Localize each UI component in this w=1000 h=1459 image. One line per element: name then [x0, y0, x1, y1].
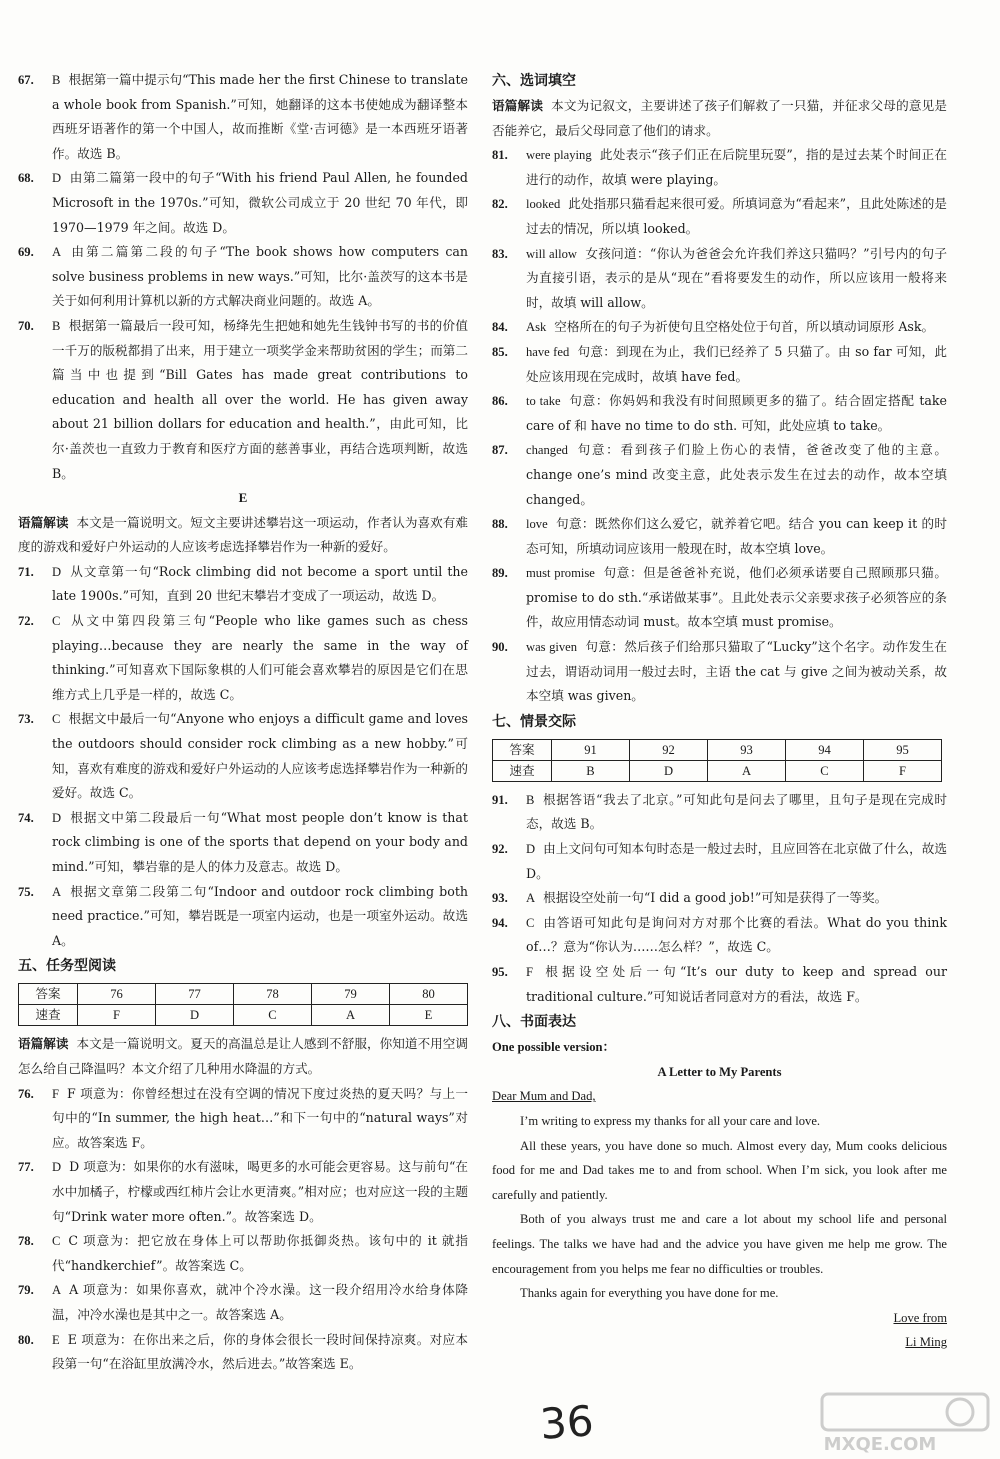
reading-6-text: 本文为记叙文，主要讲述了孩子们解救了一只猫，并征求父母的意见是否能养它，最后父母同意了他们的请求。 — [492, 98, 948, 138]
question-number: 77. — [18, 1160, 34, 1175]
question-number: 67. — [18, 73, 34, 87]
question-number: 94. — [492, 915, 508, 930]
answer-item — [18, 806, 468, 880]
answer-table-7 — [492, 739, 942, 782]
table-cell: D — [630, 760, 708, 781]
answer-key: changed — [526, 443, 568, 458]
letter-greeting: Dear Mum and Dad, — [492, 1089, 596, 1104]
answer-item — [18, 1229, 468, 1278]
explanation-text: 根据文中最后一句“Anyone who enjoys a difficult game and loves the outdoors should consider rock climbing as a new hobby.”可知，喜欢有难度的游戏和爱好户外运动的人应该考虑选择攀岩作为一种新的爱好。故选 C。 — [52, 711, 468, 801]
answer-key: E — [52, 1332, 60, 1347]
letter-closing: Love from — [893, 1310, 947, 1325]
answer-item — [492, 315, 947, 340]
explanation-text: 句意：你妈妈和我没有时间照顾更多的猫了。结合固定搭配 take care of 和 have no time to do sth. 可知，此处应填 to take。 — [526, 393, 947, 433]
question-number: 71. — [18, 564, 34, 579]
table-cell: 95 — [864, 739, 942, 760]
answer-item — [492, 242, 947, 316]
answer-item — [492, 837, 947, 886]
answer-item — [492, 561, 947, 635]
section6-title: 六、选词填空 — [492, 73, 576, 89]
answer-key: D — [526, 842, 536, 857]
answer-key: B — [52, 73, 61, 87]
table-header-cell: 答案 — [493, 739, 552, 760]
answer-item — [492, 389, 947, 438]
question-number: 83. — [492, 246, 508, 261]
table-cell: 91 — [552, 739, 630, 760]
section5-title: 五、任务型阅读 — [18, 958, 116, 975]
explanation-text: 句意：然后孩子们给那只猫取了“Lucky”这个名字。动作发生在过去，谓语动词用一般过去时，主语 the cat 与 give 之间为被动关系，故本空填 was given。 — [526, 639, 947, 704]
question-number: 75. — [18, 884, 34, 899]
answer-key: Ask — [526, 320, 547, 335]
question-number: 79. — [18, 1283, 34, 1298]
reading-6-intro — [492, 94, 947, 143]
table-cell: B — [552, 760, 630, 781]
answer-item — [18, 314, 468, 486]
letter-paragraph-4: Thanks again for everything you have done for me. — [520, 1286, 779, 1301]
answer-item — [492, 788, 947, 837]
question-number: 87. — [492, 443, 508, 458]
table-cell: A — [312, 1005, 390, 1026]
explanation-text: 根据设空处后一句“It’s our duty to keep and spread our traditional culture.”可知说话者同意对方的看法，故选 F。 — [526, 964, 947, 1004]
explanation-text: 根据答语“我去了北京。”可知此句是问去了哪里，且句子是现在完成时态，故选 B。 — [526, 791, 947, 832]
explanation-text: 此处表示“孩子们正在后院里玩耍”，指的是过去某个时间正在进行的动作，故填 were playing。 — [526, 147, 947, 187]
explanation-text: 句意：到现在为止，我们已经养了 5 只猫了。由 so far 可知，此处应该用现在完成时，故填 have fed。 — [526, 343, 947, 384]
answer-item — [492, 886, 947, 911]
watermark-logo — [820, 1392, 990, 1454]
question-number: 70. — [18, 318, 34, 333]
question-number: 76. — [18, 1086, 34, 1101]
answer-key: A — [52, 245, 62, 260]
letter-paragraph-1: I’m writing to express my thanks for all your care and love. — [520, 1113, 821, 1128]
question-number: 82. — [492, 197, 508, 212]
reading-e-intro — [18, 511, 468, 560]
answer-key: D — [52, 171, 62, 186]
explanation-text: 由第二篇第一段中的句子“With his friend Paul Allen, he founded Microsoft in the 1970s.”可知，微软公司成立于 20 世纪 70 年代，即 1970—1979 年之间。故选 D。 — [52, 170, 468, 235]
answer-item — [492, 143, 947, 192]
reading-6-label: 语篇解读 — [492, 98, 544, 113]
explanation-text: 从文章第一句“Rock climbing did not become a sport until the late 1900s.”可知，直到 20 世纪末攀岩才变成了一项运动，故选 D。 — [52, 563, 468, 604]
table-cell: 94 — [786, 739, 864, 760]
letter-paragraph-3: Both of you always trust me and care a lot about my school life and personal feelings. The talks we have had and the advice you have given me help me grow. The encouragement from you helps me fear no difficulties or troubles. — [492, 1212, 947, 1276]
answer-item — [18, 609, 468, 707]
section7-title: 七、情景交际 — [492, 713, 576, 730]
table-cell: 77 — [156, 984, 234, 1005]
answer-key: A — [52, 1283, 62, 1298]
letter-title: A Letter to My Parents — [657, 1064, 782, 1079]
answer-key: F — [52, 1086, 60, 1101]
question-number: 95. — [492, 965, 508, 979]
answer-item — [18, 1155, 468, 1229]
question-number: 89. — [492, 566, 508, 581]
answer-key: must promise — [526, 566, 595, 581]
answer-item — [18, 560, 468, 609]
answer-key: C — [52, 1234, 61, 1249]
table-cell: A — [708, 760, 786, 781]
letter-intro: One possible version： — [492, 1040, 616, 1055]
answer-key: love — [526, 517, 548, 532]
question-number: 74. — [18, 810, 34, 825]
answer-item — [492, 635, 947, 709]
table-row — [19, 1005, 468, 1026]
table-cell: F — [864, 760, 942, 781]
question-number: 90. — [492, 640, 508, 655]
letter-paragraph-2: All these years, you have done so much. Almost every day, Mum cooks delicious food for me and Dad takes me to and from school. When I’m sick, you look after me carefully and patiently. — [492, 1138, 947, 1202]
right-column — [492, 68, 947, 1355]
explanation-text: 此处指那只猫看起来很可爱。所填词意为“看起来”，且此处陈述的是过去的情况，所以填 looked。 — [526, 196, 947, 236]
explanation-text: 根据设空处前一句“I did a good job!”可知是获得了一等奖。 — [543, 890, 888, 906]
table-header-cell: 速查 — [19, 1005, 78, 1026]
table-cell: 79 — [312, 984, 390, 1005]
table-cell: C — [786, 760, 864, 781]
answer-key: have fed — [526, 344, 570, 359]
answer-item — [18, 707, 468, 805]
reading-5-intro — [18, 1032, 468, 1081]
explanation-text: 从文中第四段第三句“People who like games such as chess playing…because they are nearly the same in the way of thinking.”可知喜欢下国际象棋的人们可能会喜欢攀岩的原因是它们在思维方式上几乎是一样的，故选 C。 — [52, 613, 468, 702]
table-row — [493, 739, 942, 760]
question-number: 85. — [492, 344, 508, 359]
table-header-cell: 答案 — [19, 984, 78, 1005]
answer-item — [18, 880, 468, 954]
table-cell: 78 — [234, 984, 312, 1005]
answer-key: B — [52, 318, 61, 333]
question-number: 80. — [18, 1332, 34, 1347]
table-row — [493, 760, 942, 781]
explanation-text: 句意：看到孩子们脸上伤心的表情，爸爸改变了他的主意。change one’s mind 改变主意，此处表示发生在过去的动作，故本空填 changed。 — [526, 442, 947, 507]
answer-key: C — [52, 614, 61, 629]
section-e-heading: E — [238, 490, 248, 506]
answer-item — [18, 1328, 468, 1377]
answer-item — [492, 960, 947, 1009]
answer-item — [492, 192, 947, 241]
explanation-text: C 项意为：把它放在身体上可以帮助你抵御炎热。该句中的 it 就指代“handkerchief”。故答案选 C。 — [52, 1233, 468, 1273]
letter-signature: Li Ming — [905, 1335, 947, 1350]
answer-table-5 — [18, 983, 468, 1026]
answer-item — [492, 438, 947, 512]
question-number: 81. — [492, 148, 508, 163]
reading-e-text: 本文是一篇说明文。短文主要讲述攀岩这一项运动，作者认为喜欢有难度的游戏和爱好户外运动的人应该考虑选择攀岩作为一种新的爱好。 — [18, 514, 469, 555]
answer-key: to take — [526, 394, 561, 409]
watermark-text: MXQE.COM — [823, 1434, 937, 1454]
answer-item — [18, 1082, 468, 1156]
table-header-cell: 速查 — [493, 760, 552, 781]
question-number: 72. — [18, 614, 34, 629]
explanation-text: 句意：但是爸爸补充说，他们必须承诺要自己照顾那只猫。promise to do sth.“承诺做某事”。且此处表示父亲要求孩子必须答应的条件，故应用情态动词 must。故本空填 must promise。 — [526, 565, 947, 630]
explanation-text: 根据第一篇最后一段可知，杨绛先生把她和她先生钱钟书写的书的价值一千万的版税都捐了出来，用于建立一项奖学金来帮助贫困的学生；而第二篇当中也提到“Bill Gates has made great contributions to education and health all over the world. He has given away about 21 billion dollars for education and health.”，由此可知，比尔·盖茨也一直致力于教育和医疗方面的慈善事业，再结合选项判断，故选 B。 — [52, 317, 468, 481]
explanation-text: 根据文章第二段第二句“Indoor and outdoor rock climbing both need practice.”可知，攀岩既是一项室内运动，也是一项室外运动。故选 A。 — [52, 883, 468, 948]
answer-item — [492, 911, 947, 960]
explanation-text: 空格所在的句子为祈使句且空格处位于句首，所以填动词原形 Ask。 — [554, 319, 935, 335]
explanation-text: F 项意为：你曾经想过在没有空调的情况下度过炎热的夏天吗？与上一句中的“In summer, the high heat…”和下一句中的“natural ways”对应。故答案选 F。 — [52, 1085, 468, 1150]
table-cell: 80 — [390, 984, 468, 1005]
sample-letter — [492, 1035, 947, 1355]
answer-key: will allow — [526, 246, 578, 261]
table-cell: 92 — [630, 739, 708, 760]
table-cell: D — [156, 1005, 234, 1026]
answer-item — [18, 166, 468, 240]
question-number: 92. — [492, 842, 508, 857]
answer-item — [18, 68, 468, 166]
question-number: 84. — [492, 320, 508, 335]
explanation-text: 根据第一篇中提示句“This made her the first Chinese to translate a whole book from Spanish.”可知，她翻译的这本书使她成为翻译整本西班牙语著作的第一个中国人，故而推断《堂·吉诃德》是一本西班牙语著作。故选 B。 — [52, 72, 468, 161]
answer-key: D — [52, 810, 62, 825]
section8-title: 八、书面表达 — [492, 1014, 576, 1031]
answer-key: was given — [526, 640, 578, 655]
table-cell: 93 — [708, 739, 786, 760]
table-cell: 76 — [78, 984, 156, 1005]
table-cell: F — [78, 1005, 156, 1026]
question-number: 73. — [18, 712, 34, 727]
answer-item — [492, 340, 947, 389]
answer-key: C — [52, 712, 61, 727]
page-number: 36 — [538, 1396, 596, 1449]
question-number: 88. — [492, 517, 508, 532]
table-row — [19, 984, 468, 1005]
question-number: 86. — [492, 394, 508, 409]
explanation-text: 由第二篇第二段的句子“The book shows how computers can solve business problems in new ways.”可知，比尔·盖茨写的这本书是关于如何利用计算机以新的方式解决商业问题的。故选 A。 — [52, 244, 468, 309]
table-cell: C — [234, 1005, 312, 1026]
answer-key: A — [526, 891, 536, 906]
answer-key: D — [52, 1160, 62, 1175]
answer-key: looked — [526, 197, 561, 212]
question-number: 91. — [492, 792, 508, 807]
explanation-text: 女孩问道：“你认为爸爸会允许我们养这只猫吗？”引号内的句子为直接引语，表示的是从“现在”看将要发生的动作，所以应该用一般将来时，故填 will allow。 — [526, 245, 947, 310]
explanation-text: 由上文问句可知本句时态是一般过去时，且应回答在北京做了什么，故选 D。 — [526, 841, 947, 881]
table-cell: E — [390, 1005, 468, 1026]
explanation-text: D 项意为：如果你的水有滋味，喝更多的水可能会更容易。这与前句“在水中加橘子，柠檬或西红柿片会让水更清爽。”相对应；也对应这一段的主题句“Drink water more often.”。故答案选 D。 — [52, 1159, 468, 1224]
answer-item — [492, 512, 947, 561]
answer-key: F — [526, 965, 534, 979]
reading-e-label: 语篇解读 — [18, 514, 69, 530]
question-number: 93. — [492, 891, 508, 906]
reading-5-label: 语篇解读 — [18, 1036, 69, 1052]
answer-key: D — [52, 564, 62, 579]
answer-key: A — [52, 884, 62, 899]
reading-5-text: 本文是一篇说明文。夏天的高温总是让人感到不舒服，你知道不用空调怎么给自己降温吗？本文介绍了几种用水降温的方式。 — [18, 1036, 469, 1076]
question-number: 68. — [18, 171, 34, 186]
answer-item — [18, 240, 468, 314]
explanation-text: 句意：既然你们这么爱它，就养着它吧。结合 you can keep it 的时态可知，所填动词应该用一般现在时，故本空填 love。 — [526, 516, 947, 556]
explanation-text: E 项意为：在你出来之后，你的身体会很长一段时间保持凉爽。对应本段第一句“在浴缸里放满冷水，然后进去。”故答案选 E。 — [52, 1331, 468, 1372]
answer-item — [18, 1278, 468, 1327]
question-number: 78. — [18, 1234, 34, 1249]
explanation-text: 根据文中第二段最后一句“What most people don’t know is that rock climbing is one of the sports that depend on your body and mind.”可知，攀岩靠的是人的体力及意志。故选 D。 — [52, 809, 468, 874]
answer-key: C — [526, 915, 535, 930]
answer-key: were playing — [526, 148, 592, 163]
left-column — [18, 68, 468, 1377]
answer-key: B — [526, 792, 535, 807]
question-number: 69. — [18, 245, 34, 260]
explanation-text: 由答语可知此句是询问对方对那个比赛的看法。What do you think of…？意为“你认为……怎么样？”，故选 C。 — [526, 914, 947, 955]
explanation-text: A 项意为：如果你喜欢，就冲个冷水澡。这一段介绍用冷水给身体降温，冲冷水澡也是其中之一。故答案选 A。 — [52, 1282, 468, 1322]
